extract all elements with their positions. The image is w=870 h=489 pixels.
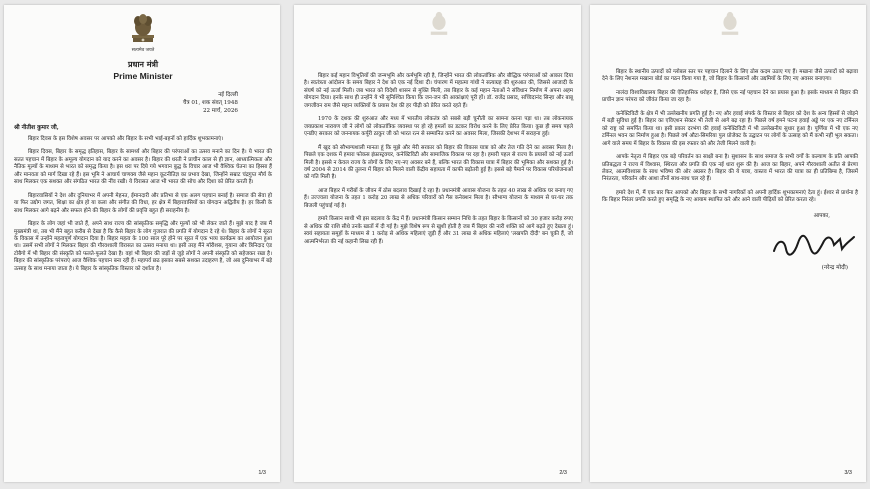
paragraph: कनेक्टिविटी के क्षेत्र में भी उल्लेखनीय प्रगति हुई है। नए और हवाई संपर्क के विस्तार से बिहार को देश के अन्य हिस्सों से जोड़ने में बड़ी सुविधा हुई है। बिहार का एविएशन सेक्टर भी तेजी से आगे बढ़ रहा है। पिछले वर्ष हमने पटना हवाई अड्डे पर एक नए टर्मिनल को राष्ट्र को समर्पित किया था। इसी प्रकार दरभंगा की हवाई कनेक्टिविटी में भी उल्लेखनीय सुधार हुआ है। पूर्णिया में भी एक नए टर्मिनल भवन का निर्माण हुआ है। पिछले वर्ष औटा-सिमरिया पुल प्रोजेक्ट के उद्घाटन पर लोगों के उत्साह को मैं कभी नहीं भूल सकता। आगे वाले समय में बिहार के विकास की इस रफ्तार को और तेजी मिलने वाली है। <box>602 110 858 147</box>
date-gregorian: 22 मार्च, 2026 <box>202 108 238 114</box>
title-hindi: प्रधान मंत्री <box>127 59 159 69</box>
paragraph: हमारे देश में, मैं एक बार फिर आपको और बिहार के सभी नागरिकों को अपनी हार्दिक शुभकामनाएं देता हूं। ईश्वर से प्रार्थना है कि बिहार निरंतर प्रगति करते हुए समृद्धि के नए आयाम स्थापित करे और आने वाली पीढ़ियों को प्रेरित करता रहे। <box>602 189 858 204</box>
paragraph: हमारे किसान साथी भी इस बदलाव के केंद्र में हैं। प्रधानमंत्री किसान सम्मान निधि के तहत बिहार के किसानों को 30 हजार करोड़ रुपए से अधिक की राशि सीधे उनके खातों में दी गई है। मुझे विशेष रूप से खुशी होती है जब मैं बिहार की नारी शक्ति को आगे बढ़ते हुए देखता हूं। स्वयं सहायता समूहों के माध्यम से 1 करोड़ से अधिक महिलाएं जुड़ी हैं और 31 लाख से अधिक महिलाएं 'लखपति दीदी' बन चुकी हैं, जो आत्मनिर्भरता की नई कहानी लिख रही हैं। <box>304 216 573 245</box>
letter-body <box>304 73 573 246</box>
paragraph: आपके नेतृत्व में बिहार एक बड़े परिवर्तन का साक्षी बना है। सुशासन के साथ समाज के सभी वर्गों के कल्याण के प्रति आपकी प्रतिबद्धता ने राज्य में विश्वास, स्थिरता और प्रगति की एक नई धारा शुरू की है। आज का बिहार, अपने गौरवशाली अतीत से प्रेरणा लेकर, आत्मविश्वास के साथ भविष्य की ओर अग्रसर है। बिहार की ये यात्रा, वास्तव में भारत की यात्रा का ही प्रतिबिम्ब है, जिसमें निरंतरता, परिवर्तन और आशा तीनों साथ-साथ चल रहे हैं। <box>602 154 858 183</box>
letter-body <box>14 136 272 273</box>
paragraph: बिहार कई महान विभूतियों की जन्मभूमि और कर्मभूमि रही है, जिन्होंने भारत की लोकतांत्रिक और बौद्धिक परंपराओं को आकार दिया है। स्वतंत्रता आंदोलन के समय बिहार ने देश को एक नई दिशा दी। चंपारण में महात्मा गांधी ने सत्याग्रह की शुरुआत की, जिससे आजादी के संघर्ष को नई ऊर्जा मिली। जब भारत को विदेशी शासन से मुक्ति मिली, तब बिहार के कई महान नेताओं ने संविधान निर्माण में अपना अहम योगदान दिया। इनके साथ ही उन्होंने ये भी सुनिश्चित किया कि जन-जन की आकांक्षाएं पूरी हों। डॉ. राजेंद्र प्रसाद, सच्चिदानंद सिन्हा और बाबू जगजीवन राम जैसे महान व्यक्तियों के प्रयास देश की हर पीढ़ी को प्रेरित करते रहते हैं। <box>304 73 573 109</box>
paragraph: मैं खुद को सौभाग्यशाली मानता हूं कि मुझे और मेरी सरकार को बिहार की विकास यात्रा को और तेज गति देने का अवसर मिला है। पिछले एक दशक में हमारा फोकस इंफ्रास्ट्रक्चर, कनेक्टिविटी और सामाजिक विकास पर रहा है। हमारी पहल से राज्य के प्रयासों को नई ऊर्जा मिली है। इससे न केवल राज्य के लोगों के लिए नए-नए अवसर बने हैं, बल्कि भारत की विकास यात्रा में बिहार की भूमिका और सशक्त हुई है। वर्ष 2004 से 2014 की तुलना में बिहार को मिलने वाली केंद्रीय सहायता में काफी बढ़ोतरी हुई है। इससे बड़े पैमाने पर विकास परियोजनाओं को गति मिली है। <box>304 144 573 181</box>
title-english: Prime Minister <box>113 71 173 81</box>
place: नई दिल्ली <box>218 92 238 98</box>
place-date-block <box>14 91 272 115</box>
page-number: 1/3 <box>258 470 266 476</box>
salutation: श्री नीतीश कुमार जी, <box>14 125 59 131</box>
page-number: 2/3 <box>559 470 567 476</box>
letter-body <box>602 69 858 205</box>
paragraph: आज बिहार में गरीबों के जीवन में ठोस बदलाव दिखाई दे रहा है। प्रधानमंत्री आवास योजना के तहत 40 लाख से अधिक घर बनाए गए हैं। उज्ज्वला योजना के तहत 1 करोड़ 20 लाख से अधिक परिवारों को गैस कनेक्शन मिला है। सौभाग्य योजना के माध्यम से घर-घर तक बिजली पहुंचाई गई है। <box>304 187 573 209</box>
emblem-caption: सत्यमेव जयते <box>131 48 155 53</box>
closing: आपका, <box>813 212 830 219</box>
letterhead <box>14 13 272 81</box>
paragraph: नालंदा विश्वविद्यालय बिहार की ऐतिहासिक धरोहर है, जिसे एक नई पहचान देने का प्रयास हुआ है। इसके माध्यम से बिहार की प्राचीन ज्ञान परंपरा को जीवंत किया जा रहा है। <box>602 89 858 104</box>
paragraph: 1970 के दशक की शुरुआत और मध्य में भारतीय लोकतंत्र को सबसे बड़ी चुनौती का सामना करना पड़ा था। तब लोकनायक जयप्रकाश नारायण जी ने लोगों को लोकतांत्रिक व्यवस्था पर हो रहे हमलों का डटकर विरोध करने के लिए प्रेरित किया। कुछ ही समय पहले एनडीए सरकार को जननायक कर्पूरी ठाकुर जी को भारत रत्न से सम्मानित करने का अवसर मिला, जिसकी देशभर में सराहना हुई। <box>304 116 573 138</box>
letter-page-1 <box>4 5 280 482</box>
national-emblem-watermark-icon <box>719 11 741 39</box>
paragraph: बिहारवासियों ने देश और दुनियाभर में अपनी मेहनत, ईमानदारी और प्रतिभा से एक अलग पहचान बनाई है। समाज की सेवा हो या फिर उद्योग जगत, शिक्षा का क्षेत्र हो या कला और संगीत की विधा, हर क्षेत्र में बिहारवासियों का योगदान अद्वितीय है। हर किसी के साथ मिलकर आगे बढ़ने और सफल होने की बिहार के लोगों की प्रवृत्ति बहुत ही सराहनीय है। <box>14 192 272 214</box>
page-number: 3/3 <box>844 470 852 476</box>
signatory-name: (नरेन्द्र मोदी) <box>821 264 848 271</box>
date-saka: चैत्र 01, शक संवत् 1948 <box>182 100 238 106</box>
letter-page-3 <box>590 5 866 482</box>
paragraph: बिहार के स्थानीय उत्पादों को ग्लोबल स्तर पर पहचान दिलाने के लिए ठोस कदम उठाए गए हैं। मखाना जैसे उत्पादों को बढ़ावा देने के लिए नेशनल मखाना बोर्ड का गठन किया गया है, जो बिहार के किसानों और उद्यमियों के लिए नए अवसर बनाएगा। <box>602 69 858 83</box>
national-emblem-icon <box>130 13 156 47</box>
paragraph: बिहार के लोग जहां भी जाते हैं, अपने साथ राज्य की सांस्कृतिक समृद्धि और मूल्यों को भी लेकर जाते हैं। मुझे याद है जब मैं मुख्यमंत्री था, तब भी मैंने बहुत करीब से देखा है कि कैसे बिहार के लोग गुजरात की प्रगति में योगदान दे रहे थे। बिहार के लोगों ने सूरत के विकास में उन्होंने महत्वपूर्ण योगदान दिया है। बिहार महत्व के 100 साल पूरे होने पर सूरत में एक भव्य कार्यक्रम का आयोजन हुआ था। उसमें सभी लोगों ने मिलकर बिहार की गौरवशाली विरासत का उत्सव मनाया था। इसी तरह मैंने मॉरीशस, गुयाना और त्रिनिदाद एंड टोबैगो में भी बिहार की संस्कृति को फलते-फूलते देखा है। वहां भी बिहार की जड़ों से जुड़े लोगों ने अपनी संस्कृति को सहेजकर रखा है। बिहार की सांस्कृतिक परंपराएं आज वैश्विक पहचान बना रही हैं। महापर्व छठ इसका सबसे सशक्त उदाहरण है, जो अब दुनियाभर में बड़े उत्साह के साथ मनाया जाता है। ये बिहार के सांस्कृतिक विस्तार को दर्शाता है। <box>14 221 272 272</box>
signature-icon <box>768 229 858 259</box>
national-emblem-watermark-icon <box>428 11 450 39</box>
letter-page-2 <box>294 5 581 482</box>
paragraph: बिहार दिवस के इस विशेष अवसर पर आपको और बिहार के सभी भाई-बहनों को हार्दिक शुभकामनाएं। <box>28 136 224 142</box>
paragraph: बिहार दिवस, बिहार के समृद्ध इतिहास, बिहार के सामर्थ्य और बिहार की परंपराओं का उत्सव मनाने का दिन है। ये भारत की सतत पहचान में बिहार के अमूल्य योगदान को याद करने का अवसर है। बिहार की धरती ने प्राचीन काल से ही ज्ञान, आध्यात्मिकता और नैतिक मूल्यों के माध्यम से भारत को समृद्ध किया है। इस धरा पर दिये गये भगवान बुद्ध के विचार आज भी वैश्विक चेतना का हिस्सा हैं और मानवता को मार्ग दिखा रहे हैं। इस भूमि ने आचार्य चाणक्य जैसे महान कूटनीतिज्ञ का प्रभाव देखा, जिन्होंने सम्राट चंद्रगुप्त मौर्य के साथ मिलकर एक सशक्त और संगठित भारत की नींव रखी। ये विरासत आज भी भारत की सोच और दिशा को प्रेरित करती है। <box>14 149 272 186</box>
